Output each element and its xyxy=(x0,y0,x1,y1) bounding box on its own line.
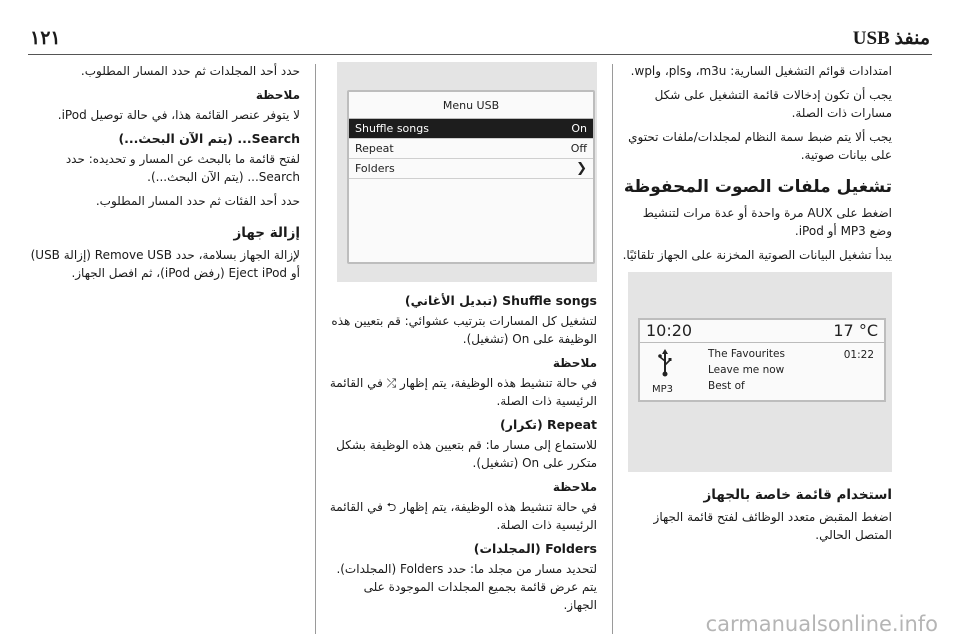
menu-row-value: On xyxy=(571,121,587,135)
header-rule xyxy=(28,54,932,55)
player-screen xyxy=(638,318,886,402)
shuffle-title: Shuffle songs (تبديل الأغاني) xyxy=(404,293,597,308)
note-title: ملاحظة xyxy=(255,88,300,102)
menu-row-repeat[interactable] xyxy=(349,139,593,159)
search-text: لفتح قائمة ما بالبحث عن المسار و تحديده: حدد Search... (يتم الآن البحث...). xyxy=(65,152,300,184)
play-audio-text-2: يبدأ تشغيل البيانات الصوتية المخزنة على الجهاز تلقائيًا. xyxy=(622,248,892,262)
menu-row-value: Off xyxy=(570,141,587,155)
playlist-extensions-text: امتدادات قوائم التشغيل السارية: m3u، وpls، وwpl. xyxy=(630,64,892,78)
track-item[interactable]: Best of xyxy=(708,380,745,392)
usb-icon xyxy=(658,349,672,377)
section-title: منفذ USB xyxy=(852,27,930,49)
track-list xyxy=(708,346,785,394)
menu-usb-figure xyxy=(337,62,597,282)
folders-title: Folders (المجلدات) xyxy=(473,541,597,556)
repeat-text: للاستماع إلى مسار ما: قم بتعيين هذه الوظيفة بشكل متكرر على On (تشغيل). xyxy=(336,438,597,470)
track-item[interactable]: The Favourites xyxy=(708,348,785,360)
middle-column xyxy=(327,62,597,620)
folder-select-text: حدد أحد المجلدات ثم حدد المسار المطلوب. xyxy=(80,64,300,78)
note-text: في حالة تنشيط هذه الوظيفة، يتم إظهار ⤮ في القائمة الرئيسية ذات الصلة. xyxy=(329,376,597,408)
menu-row-label: Repeat xyxy=(355,141,394,155)
menu-usb-screen xyxy=(347,90,595,264)
track-item[interactable]: Leave me now xyxy=(708,364,785,376)
temperature: 17 °C xyxy=(833,321,878,340)
right-column xyxy=(622,62,892,550)
repeat-title: Repeat (تكرار) xyxy=(500,417,597,432)
menu-usb-title: Menu USB xyxy=(349,92,593,119)
search-title: Search... (يتم الآن البحث...) xyxy=(118,131,300,146)
menu-row-label: Shuffle songs xyxy=(355,121,429,135)
play-audio-text-1: اضغط على AUX مرة واحدة أو عدة مرات لتنشيط وضع MP3 أو iPod. xyxy=(642,206,892,238)
page-header xyxy=(30,20,930,56)
shuffle-text: لتشغيل كل المسارات بترتيب عشوائي: قم بتعيين هذه الوظيفة على On (تشغيل). xyxy=(331,314,597,346)
remove-device-text: لإزالة الجهاز بسلامة، حدد Remove USB (إزالة USB) أو Eject iPod (رفض iPod)، ثم افصل الجهاز. xyxy=(30,248,300,280)
note-text: في حالة تنشيط هذه الوظيفة، يتم إظهار ⮌ في القائمة الرئيسية ذات الصلة. xyxy=(329,500,597,532)
device-menu-text: اضغط المقبض متعدد الوظائف لفتح قائمة الجهاز المتصل الحالي. xyxy=(653,510,892,542)
menu-row-shuffle[interactable] xyxy=(349,119,593,139)
remove-device-heading: إزالة جهاز xyxy=(233,225,300,241)
source-label: MP3 xyxy=(652,384,674,395)
track-duration: 01:22 xyxy=(843,349,874,361)
chevron-right-icon: ❯ xyxy=(576,160,587,176)
player-figure xyxy=(628,272,892,472)
player-status-bar xyxy=(640,320,884,343)
note-title: ملاحظة xyxy=(552,480,597,494)
category-select-text: حدد أحد الفئات ثم حدد المسار المطلوب. xyxy=(95,194,300,208)
player-body xyxy=(640,343,884,399)
column-divider-left xyxy=(315,64,316,634)
folders-text: لتحديد مسار من مجلد ما: حدد Folders (المجلدات). يتم عرض قائمة بجميع المجلدات الموجودة على الجهاز. xyxy=(336,562,597,612)
system-attribute-text: يجب ألا يتم ضبط سمة النظام لمجلدات/ملفات تحتوي على بيانات صوتية. xyxy=(628,130,892,162)
watermark: carmanualsonline.info xyxy=(705,612,938,636)
note-title: ملاحظة xyxy=(552,356,597,370)
menu-row-label: Folders xyxy=(355,161,395,175)
page-number: ١٢١ xyxy=(30,27,61,49)
column-divider-right xyxy=(612,64,613,634)
clock: 10:20 xyxy=(646,321,693,340)
menu-row-folders[interactable] xyxy=(349,159,593,179)
device-menu-heading: استخدام قائمة خاصة بالجهاز xyxy=(703,487,892,503)
playlist-paths-text: يجب أن تكون إدخالات قائمة التشغيل على شكل مسارات ذات الصلة. xyxy=(654,88,892,120)
play-audio-heading: تشغيل ملفات الصوت المحفوظة xyxy=(623,177,892,197)
left-column xyxy=(30,62,300,288)
note-text: لا يتوفر عنصر القائمة هذا، في حالة توصيل iPod. xyxy=(57,108,300,122)
